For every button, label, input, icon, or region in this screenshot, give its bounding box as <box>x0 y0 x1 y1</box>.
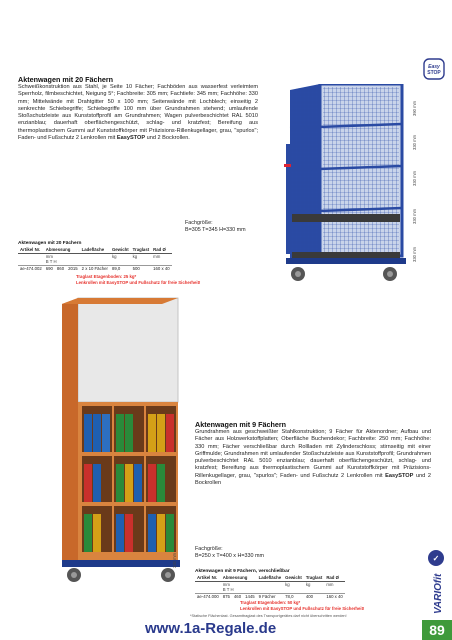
col-artikel: Artikel Nr. <box>195 575 221 581</box>
svg-text:VARIOfit: VARIOfit <box>433 573 444 614</box>
product1-traglast-note: Traglast Etagenboden: 25 kg* <box>76 274 137 279</box>
product1-lenkrollen-note: Lenkrollen mit EasySTOP und Fußschutz für freie Sicherheit! <box>76 280 201 285</box>
product2-description: Grundrahmen aus geschweißter Stahlkonstruktion; 9 Fächer für Aktenordner; Aufbau und Fächer aus Holzwerkstoffplatten; Oberfläche Buchendekor; Fachbreite: 250 mm; Fachhöhe: 330 mm; Fächer verschließbar durch Rollladen mit Zylinderschloss; stirnseitig mit einer Griffmulde; Grundrahmen mit umlaufender Stoßschutzleiste aus Kunststoffprofil; Grundrahmen pulverbeschichtet RAL 5010 enzianblau; dauerhaft oberflächengeschützt, schlag- und kratzfest; Bereifung aus thermoplastischem Gummi auf Kunststoffkörper mit Präzisions-Rillenkugellager, grau, "spurlos"; Faden- und Fußschutz 2 Lenkrollen mit EasySTOP und 2 Bockrollen <box>195 429 431 487</box>
product2-image <box>62 290 182 584</box>
product1-description: Schweißkonstruktion aus Stahl, je Seite 10 Fächer; Fachböden aus wasserfest verleimtem Sperrholz, filmbeschichtet, Neigung 5°; Fachbreite: 305 mm; Fachtiefe: 345 mm; Fachhöhe: 330 mm; Mittelwände mit Drahtgitter 50 x 100 mm; Seitenwände mit Lochblech; einseitig 2 senkrechte Schiebegriffe; Schiebegriffe 100 mm über Grundrahmen stehend; umlaufende Stoßschutzleiste aus Kunststoffprofil am Grundrahmen; Wagen pulverbeschichtet RAL 5010 enzianblau; dauerhaft oberflächengeschützt, schlag- und kratzfest; Bereifung aus thermoplastischem Gummi auf Kunststoffkörper mit Präzisions-Rillenkugellager, grau, "spurlos"; Faden- und Fußschutz 2 Lenkrollen mit EasySTOP und 2 Bockrollen. <box>18 84 258 142</box>
product1-dim-label-5: 330 mm <box>412 246 417 262</box>
product1-dim-label-3: 330 mm <box>412 170 417 186</box>
col-ladeflaeche: Ladefläche <box>80 247 110 253</box>
col-abmessung: Abmessung <box>44 247 80 253</box>
easystop-logo <box>423 58 445 80</box>
product1-image <box>268 84 428 284</box>
product1-dim-label-4: 330 mm <box>412 208 417 224</box>
svg-text:STOP: STOP <box>427 70 441 76</box>
product2-traglast-note: Traglast Etagenboden: 50 kg* <box>240 600 301 605</box>
product2-fachgroesse-value: B=250 x T=400 x H=330 mm <box>195 552 264 559</box>
product2-fachgroesse <box>195 546 264 559</box>
product1-table-title: Aktenwagen mit 20 Fächern <box>18 241 82 246</box>
product1-fachgroesse-value: B=305 T=345 H=330 mm <box>185 226 246 233</box>
col-ladeflaeche: Ladefläche <box>258 575 282 580</box>
product2-lenkrollen-note: Lenkrollen mit EasySTOP und Fußschutz für freie Sicherheit! <box>240 606 365 611</box>
col-traglast: Traglast <box>132 247 150 252</box>
product1-dim-label-2: 330 mm <box>412 134 417 150</box>
product1-fachgroesse-label: Fachgröße: <box>185 220 213 226</box>
variofit-logo <box>425 548 447 620</box>
footer-note: *Statische Flächenlast. Gesamttraglast des Transportgerätes darf nicht überschritten werden! <box>190 614 347 618</box>
svg-text:✓: ✓ <box>432 554 440 563</box>
col-gewicht: Gewicht <box>111 247 129 252</box>
footer-url[interactable]: www.1a-Regale.de <box>145 620 277 637</box>
product1-fachgroesse <box>185 220 246 233</box>
product2-table-title: Aktenwagen mit 9 Fächern, verschließbar <box>195 569 290 574</box>
product2-spec-table: Artikel Nr. Abmessung Ladefläche Gewicht Traglast Rad Ø mm kg kg mm B T H ae-474.000 875 460 1445 9 Fächer 78,0 400 160 x 40 <box>197 575 343 599</box>
page-number: 89 <box>422 620 452 640</box>
col-abmessung: Abmessung <box>221 575 257 581</box>
col-rad: Rad Ø <box>151 247 172 253</box>
product2-dim-label: 330 mm <box>172 552 177 568</box>
product1-dim-label-1: 390 mm <box>412 100 417 116</box>
col-traglast: Traglast <box>305 575 323 580</box>
product1-spec-table: Artikel Nr. Abmessung Ladefläche Gewicht Traglast Rad Ø mm kg kg mm B T H ae-474.002 690 860 2015 2 x 10 Fächer 89,0 500 160 x 40 <box>20 247 170 271</box>
table-row: ae-474.000 875 460 1445 9 Fächer 78,0 400 160 x 40 <box>197 593 343 599</box>
col-rad: Rad Ø <box>324 575 345 581</box>
svg-text:Easy: Easy <box>428 64 440 70</box>
product2-fachgroesse-label: Fachgröße: <box>195 546 223 552</box>
product1-title: Aktenwagen mit 20 Fächern <box>18 75 114 84</box>
table-row: ae-474.002 690 860 2015 2 x 10 Fächer 89,0 500 160 x 40 <box>20 265 170 271</box>
col-artikel: Artikel Nr. <box>18 247 44 253</box>
col-gewicht: Gewicht <box>285 575 302 580</box>
product2-title: Aktenwagen mit 9 Fächern <box>195 420 287 429</box>
